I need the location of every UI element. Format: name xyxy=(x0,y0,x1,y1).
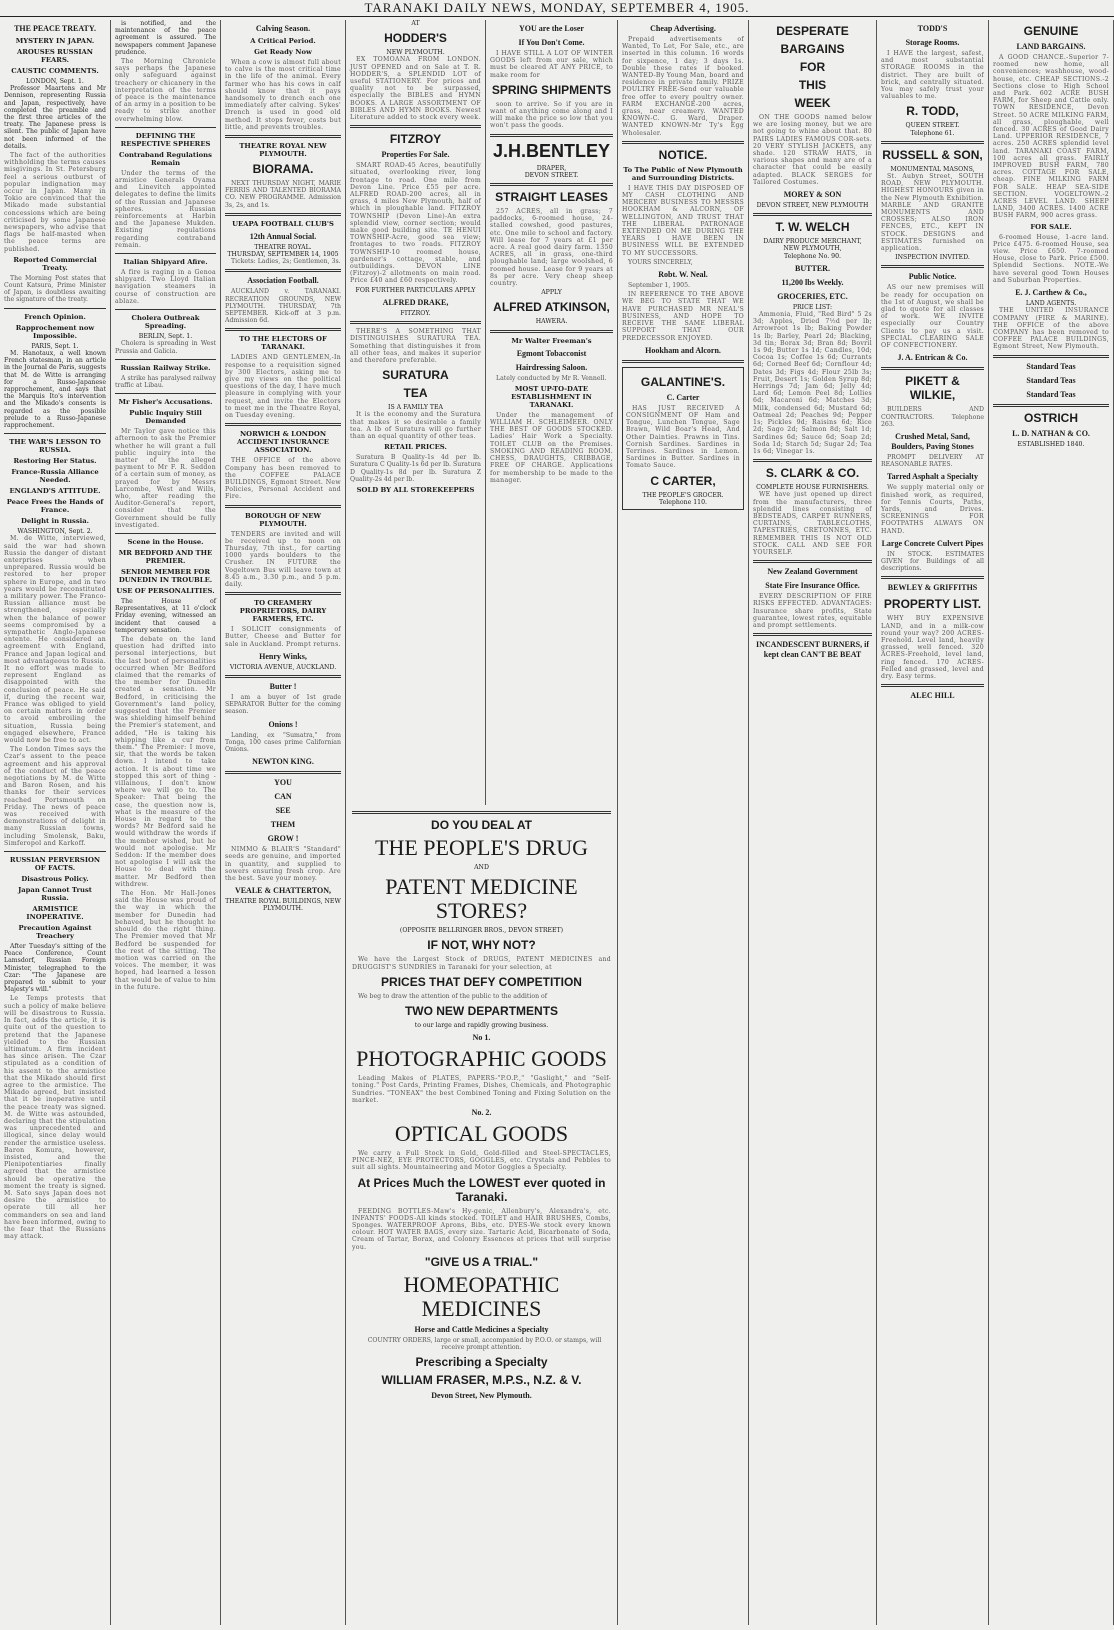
ad-title-spring: SPRING SHIPMENTS xyxy=(491,82,612,97)
ad-body: LADIES AND GENTLEMEN,-In response to a requisition signed by 300 Electors, asking me to give my views on the political questions of the day, I have much pleasure in complying with your request, and invite the Electors to meet me in the Theatre Royal, on Tuesday evening. xyxy=(225,354,341,420)
subhead: RUSSIAN PERVERSION OF FACTS. xyxy=(9,856,101,873)
ad-body: I HAVE the largest, safest, and most substantial STORAGE ROOMS in the district. They are built of brick, and centrally situated. You may safely trust your valuables to me. xyxy=(881,50,984,101)
subhead: MYSTERY IN JAPAN. xyxy=(15,37,95,45)
ad-invite: INSPECTION INVITED. xyxy=(895,254,970,262)
ad-give-trial: "GIVE US A TRIAL." xyxy=(424,1254,539,1269)
dateline: LONDON, Sept. 1. xyxy=(26,78,84,85)
ad-heading: Standard Teas xyxy=(1026,361,1076,371)
ad-trade: MONUMENTAL MASONS, xyxy=(890,165,975,173)
ad-body: FEEDING BOTTLES-Maw's Hy-genic, Allenbury's, Alexandra's, etc. INFANTS' FOODS-All kinds stocked. TOILET and HAIR BRUSHES, Combs, Sponges. WATERPROOF Aprons, Bibs, etc. DYES-We stock every known colour. HOT WATER BAGS, every size. Tartaric Acid, Bicarbonate of Soda, Cream of Tartar, Borax, and Colonry Essences at prices that will surprise you. xyxy=(352,1207,611,1251)
ad-body: I HAVE THIS DAY DISPOSED OF MY CASH CLOTHING AND MERCERY BUSINESS TO MESSRS HOOKHAM & ALCORN, OF WELLINGTON, AND TRUST THAT THE LIBERAL PATRONAGE EXTENDED ON ME DURING THE YEARS I HAVE BEEN IN BUSINESS WILL BE EXTENDED TO MY SUCCESSORS. xyxy=(622,184,744,257)
subhead: USE OF PERSONALITIES. xyxy=(116,586,215,595)
dateline: BERLIN, Sept. 1. xyxy=(138,333,193,341)
ad-heading: INCANDESCENT BURNERS, if kept clean CAN'T BE BEAT xyxy=(756,640,869,660)
ad-address: QUEEN STREET. xyxy=(905,122,960,130)
subhead: Japan Cannot Trust Russia. xyxy=(18,886,92,903)
article-body: is notified, and the maintenance of the peace agreement is assured. The newspapers comment Japanese prudence. xyxy=(115,20,216,56)
ad-body: Leading Makes of PLATES, PAPERS-"P.O.P.," "Gaslight," and "Self-toning." Post Cards, Printing Frames, Dishes, Chemicals, and Photographic Sundries. "TONEAX" the best Combined Toning and Fixing Solution on the market. xyxy=(352,1075,611,1104)
ad-grow-line: YOU xyxy=(274,778,292,788)
ad-trade: COMPLETE HOUSE FURNISHERS. xyxy=(756,484,869,492)
ad-address: HAWERA. xyxy=(535,318,568,326)
ad-subheading: RETAIL PRICES. xyxy=(384,443,447,452)
ad-subheading: TO THE ELECTORS OF TARANAKI. xyxy=(239,335,327,352)
subhead: Disastrous Policy. xyxy=(21,875,89,884)
ad-title-property-list: PROPERTY LIST. xyxy=(883,597,982,612)
ad-title-galantines: GALANTINE'S. xyxy=(640,374,726,389)
ad-heading: J. A. Entrican & Co. xyxy=(897,353,968,363)
ad-body: It is the economy and the Suratura that makes it so desirable a family tea. A lb of Suratura will go further than an equal quantity of other teas. xyxy=(350,411,481,440)
article-body-filler: The London Times says the Czar's assent to the peace agreement and his approval of the conduct of the peace negotiations by M. de Witte and Baron Rosen, and his thanks for their services reached Portsmouth on Friday. The news of peace was received with demonstrations of delight in many Russian towns, including Smolensk, Baku, Simferopol and Karkoff. xyxy=(4,746,106,847)
ad-trade: DAIRY PRODUCE MERCHANT, xyxy=(763,238,862,246)
ad-body: THE OFFICE of the above Company has been removed to the COFFEE PALACE BUILDINGS, Egmont Street. New Policies, Personal Accident and Fire. xyxy=(225,457,341,501)
ad-heading: Public Notice. xyxy=(908,272,957,282)
ad-title-week: WEEK xyxy=(794,96,831,110)
ad-heading: ALEC HILL xyxy=(910,691,955,701)
article-body: After Tuesday's sitting of the Peace Conference, Count Lamsdorf, Russian Foreign Minister, telegraphed to the Czar: "The Japanese are prepared to submit to your Majesty's will." xyxy=(4,943,106,994)
ad-body: We have the Largest Stock of DRUGS, PATENT MEDICINES and DRUGGIST'S SUNDRIES in Taranaki for your selection, at xyxy=(352,956,611,971)
ad-heading: Properties For Sale. xyxy=(381,150,450,160)
ad-body: ON THE GOODS named below we are losing money, but we are not going to whine about that. 80 PAIRS LADIES FAMOUS COR-sets. 20 VERY STYLISH JACKETS, any shade. 120 STRAW HATS, in various shapes and many are of a character that could be easily adapted. BLACK SERGES for Tailored Costumes. xyxy=(753,114,872,186)
ad-body: Prepaid advertisements of Wanted, To Let, For Sale, etc., are inserted in this column. 16 words for sixpence, 1 day; 3 days 1s. Double these rates if booked. WANTED-By Young Man, board and residence in private family. PRIZE POULTRY FREE-Send our valuable free offer to every poultry owner. FARM EXCHANGE-200 acres, grass, near creamery. WANTED KNOWN-C. G. Ward, Draper. WANTED KNOWN-Mr Ty's Egg Wholesaler. xyxy=(622,36,744,137)
ad-subheading: SOLD BY ALL STOREKEEPERS xyxy=(356,485,475,494)
subhead: Italian Shipyard Afire. xyxy=(123,258,208,267)
ad-title-fitzroy: FITZROY xyxy=(389,132,442,147)
ad-horse-cattle: Horse and Cattle Medicines a Specialty xyxy=(414,1324,549,1334)
ad-address: DEVON STREET. xyxy=(524,171,579,179)
ad-address: Devon Street, New Plymouth. xyxy=(431,1391,532,1401)
ad-trade: DRAPER, xyxy=(536,164,567,172)
article-body-filler: The Hon. Mr Hall-Jones said the House was proud of the way in which the member for Dunedin had behaved, but he thought he should do the right thing. The Premier moved that Mr Bedford be suspended for the rest of the sitting. The motion was carried on the voices. The member, it was hoped, had learned a lesson that would be of value to him in the future. xyxy=(115,890,216,991)
subhead: THE WAR'S LESSON TO RUSSIA. xyxy=(9,438,101,455)
subhead: ARMISTICE INOPERATIVE. xyxy=(26,905,84,922)
ad-heading: MOREY & SON xyxy=(783,190,842,200)
ad-title-welch: T. W. WELCH xyxy=(775,220,850,235)
ad-heading: Egmont Tobacconist xyxy=(516,348,587,358)
ad-body: HAS JUST RECEIVED A CONSIGNMENT OF Ham and Tongue, Lunchen Tongue, Sage Brawn, Wild Boar's Head, And Other Dainties. Prawns in Tins. Cornish Sardines. Sardines in Terrines. Sardines in Lemon. Sardines in Butter. Sardines in Tomato Sauce. xyxy=(626,404,740,470)
subhead: Scene in the House. xyxy=(127,537,204,546)
ad-title-this: THIS xyxy=(798,78,827,92)
ad-heading: Calving Season. xyxy=(255,24,311,33)
ad-apply: APPLY xyxy=(541,289,562,297)
ad-heading: BEWLEY & GRIFFITHS xyxy=(887,583,978,593)
ad-body: THERE'S A SOMETHING THAT DISTINGUISHES SURATURA TEA. Something that distinguishes it from all other teas, and makes it superior and therefore preferable. xyxy=(350,328,481,364)
ad-body: We supply material only or finished work, as required, for Tennis Courts, Paths, Yards, and Drives. SCREENINGS FOR FOOTPATHS ALWAYS ON HAND. xyxy=(881,484,984,535)
headline-peace-treaty: THE PEACE TREATY. xyxy=(14,24,96,33)
ad-heading: YOU are the Loser xyxy=(519,24,584,33)
ad-signature: Hookham and Alcorn. xyxy=(645,345,721,355)
subhead: Cholera Outbreak Spreading. xyxy=(131,314,200,331)
subhead: MR BEDFORD AND THE PREMIER. xyxy=(118,548,213,565)
ad-body: Ammonia, Fluid, "Red Bird" 5 2s 3d; Apples, Dried 7½d per lb; Arrowroot 1s lb; Baking Powder 1s lb; Barley, Pearl 2d; Blacking, 3d tin; Borax 3d; Bran 8d; Bovril 1s 9d; Butter 1s 1d; Candles, 10d; Cocoa 1s; Coffee 1s 6d; Currants 6d; Corned Beef 6d; Cornflour 4d; Dates 3d; Figs 4d; Flour 25lb 3s; Fruit, Desert 1s; Golden Syrup 8d; Herrings 7d; Jam 6d; Jelly 4d; Lard 6d; Lemon Peel 8d; Lollies 6d; Macaroni 6d; Matches 3d; Milk, condensed 6d; Mustard 6d; Oatmeal 2d; Peaches 9d; Pepper 1s; Pickles 9d; Raisins 6d; Rice 2d; Sago 2d; Salmon 8d; Salt 1d; Sardines 6d; Sauce 6d; Soap 2d; Soda 1d; Starch 5d; Sugar 2d; Tea 1s 6d; Vinegar 1s. xyxy=(753,311,872,455)
ad-subheading: MOST UP-TO-DATE ESTABLISHMENT IN TARANAKI. xyxy=(511,384,592,409)
ad-trade: THE PEOPLE'S GROCER. xyxy=(642,491,724,499)
ad-body: AS our new premises will be ready for occupation on the 1st of August, we shall be glad to quote for all classes of work. WE INVITE especially our Country Clients to pay us a visit. SPECIAL CLEARING SALE OF CONFECTIONERY. xyxy=(881,284,984,350)
ad-title-bentley: J.H.BENTLEY xyxy=(492,140,611,161)
subhead: France-Russia Alliance Needed. xyxy=(11,468,99,485)
ad-telephone: Telephone No. 90. xyxy=(783,252,842,260)
subhead: Peace Frees the Hands of France. xyxy=(6,498,104,515)
ad-tagline: IS A FAMILY TEA xyxy=(388,404,443,412)
ad-heading: Butter ! xyxy=(269,681,297,691)
dateline: WASHINGTON, Sept. 2. xyxy=(17,528,93,536)
ad-subheading: Mr Walter Freeman's xyxy=(511,336,592,345)
ad-title-biorama: BIORAMA. xyxy=(252,162,314,177)
ad-heading: Standard Teas xyxy=(1026,375,1076,385)
ad-body: When a cow is almost full about to calve is the most critical time in the life of the animal. Every farmer who has his cows in calf should know that it pays handsomely to drench each one immediately after calving. Sykes' Drench is used in good old method. It stops fever, costs but little, and prevents troubles. xyxy=(225,59,341,131)
ad-body: TENDERS are invited and will be received up to noon on Thursday, 7th inst., for carting 1000 yards boulders to the Crusher. IN FUTURE the Vogeltown Bus will leave town at 8.45 a.m., 3.30 p.m., and 5 p.m. daily. xyxy=(225,530,341,588)
article-body-filler: M. de Witte, interviewed, said the war had shown Russia the danger of distant enterprises when unprepared. Russia would be restored to her proper sphere in Europe, and in two years would be reconstituted a military power. The Franco-Russian alliance must be strengthened, especially when the balance of power seems compromised by a sympathetic Anglo-Japanese entente. He considered an agreement with England, France and Japan logical and most advantageous to Russia. It no effort was made to represent England as disappointed with the conclusion of peace. He said if, during the recent war, France was obliged to yield on certain matters in order to avoid embroiling the situation, Russia being engaged elsewhere, France would now be free to act. xyxy=(4,535,106,745)
ad-title-todd: R. TODD, xyxy=(906,104,959,119)
ad-subheading: FOR SALE. xyxy=(1030,222,1072,231)
ad-body: A GOOD CHANCE.-Superior 7-roomed new home, all conveniences; washhouse, wood-house, etc. CHEAP SECTIONS.-2 Sections close to High School and Park. 602 ACRE BUSH FARM, for Sheep and Cattle only. TOWN RESIDENCE, Devon Street. 50 ACRE MILKING FARM, all grass, ploughable, well fenced. 30 ACRES of Good Dairy Land. UPPERIOR RESIDENCE, 7 acres. 250 ACRES splendid level land. TARANAKI COAST FARM, 100 acres all grass. FAIRLY IMPROVED BUSH FARM, 780 acres. COTTAGE FOR SALE, cheap. FINE MILKING FARM FOR SALE. HEAP SEA-SIDE SECTION. VOGELTOWN.-2 ACRES LEVEL LAND. SHEEP LAND, 3400 ACRES. 1400 ACRE BUSH FARM, 900 acres grass. xyxy=(993,54,1109,220)
ad-price-heading: PRICE LIST: xyxy=(792,303,833,311)
ad-body: WHY BUY EXPENSIVE LAND, and in a milk-cow round your way? 200 ACRES-Freehold. Level land, heavily grassed, well fenced. 320 ACRES-Freehold, level land, ring fenced. 170 ACRES-Felled and grassed, level and dry. Easy terms. xyxy=(881,615,984,680)
article-body-filler: Mr Taylor gave notice this afternoon to ask the Premier whether he will grant a full public inquiry into the matter of the alleged payment to Mr F. R. Seddon of a certain sum of money, as prayed for by Messrs Larcombe, West and Wills, who, after reading the Auditor-General's report, consider that the Government should be fully investigated. xyxy=(115,428,216,529)
ad-heading: Cheap Advertising. xyxy=(650,24,716,33)
ad-body: BUILDERS AND CONTRACTORS. Telephone 263. xyxy=(881,406,984,428)
ad-body: WE have just opened up direct from the manufacturers, three splendid lines consisting of BEDSTEADS, CARPET RUNNERS, CURTAINS, TABLECLOTHS, TAPESTRIES, CRETONNES, ETC. REMEMBER THIS IS NOT OLD STOCK. CALL AND SEE FOR YOURSELF. xyxy=(753,491,872,556)
ad-heading: C. Carter xyxy=(666,392,700,402)
masthead: TARANAKI DAILY NEWS, MONDAY, SEPTEMBER 4, 1905. xyxy=(0,0,1114,17)
subhead: Mr Fisher's Accusations. xyxy=(118,398,213,407)
ad-and: AND xyxy=(474,864,489,871)
ad-heading: Onions ! xyxy=(268,719,298,729)
ad-heading: BUTTER. xyxy=(795,263,830,273)
ad-body: IN STOCK. ESTIMATES GIVEN for Buildings of all descriptions. xyxy=(881,550,984,573)
ad-prices: PRICES THAT DEFY COMPETITION xyxy=(381,974,582,989)
ad-title-russell: RUSSELL & SON, xyxy=(882,147,983,162)
ad-body: St. Aubyn Street, SOUTH ROAD, NEW PLYMOUTH. HIGHEST HONOURS given in the New Plymouth Exhibition. MARBLE AND GRANITE MONUMENTS AND CROSSES; ALSO IRON FENCES, ETC., KEPT IN STOCK. DESIGNS and ESTIMATES furnished on application. xyxy=(881,173,984,253)
subhead: French Opinion. xyxy=(24,312,86,321)
ad-heading: 11,200 lbs Weekly. xyxy=(781,277,844,287)
article-body-filler: The fact of the authorities withholding the terms causes misgivings. In St. Petersburg feel a serious outburst of popular indignation may occur in Japan. Many in Tokio are convinced that the Mikado made substantial concessions which are being criticised by some Japanese newspapers, who advise that flags be half-masted when the peace terms are published. xyxy=(4,152,106,253)
subhead: Precaution Against Treachery xyxy=(18,924,92,941)
ad-body: We carry a Full Stock in Gold, Gold-filled and Steel-SPECTACLES, PINCE-NEZ, EYE PROTECTORS, GOGGLES, etc. Crystals and Pebbles to suit all sights. Mountaineering and Motor Goggles a Specialty. xyxy=(352,1150,611,1172)
ad-deal-line: DO YOU DEAL AT xyxy=(431,818,532,832)
article-body-filler: The Morning Chronicle says perhaps the Japanese only safeguard against treachery or chicanery in the interpretation of the terms of peace is the maintenance of an army in a position to be ready to strike another overwhelming blow. xyxy=(115,58,216,123)
column-ads-7 xyxy=(749,20,877,1625)
ad-subheading: To The Public of New Plymouth and Surrounding Districts. xyxy=(623,165,743,182)
subhead: ENGLAND'S ATTITUDE. xyxy=(9,487,101,496)
column-ads-6 xyxy=(618,20,749,1625)
ad-body: YOURS SINCERELY, xyxy=(628,258,693,266)
ad-trade: LAND AGENTS. xyxy=(1025,300,1077,308)
ad-heading: TODD'S xyxy=(917,24,948,33)
ad-subheading: Get Ready Now xyxy=(254,48,312,56)
ad-body: EX TOMOANA FROM LONDON. JUST OPENED and on Sale at T. R. HODDER'S, a SPLENDID LOT of useful STATIONERY. For prices and quality not to be surpassed, especially the BIBLES and HYMN BOOKS. A LARGE ASSORTMENT OF BIBLES AND HYMN BOOKS. Newest Literature added to stock every week. xyxy=(350,56,481,122)
ad-title-bargains: BARGAINS xyxy=(780,42,845,56)
ad-date: September 1, 1905. xyxy=(628,282,691,290)
ad-lowest: At Prices Much the LOWEST ever quoted in Taranaki. xyxy=(357,1175,606,1204)
subhead: Contraband Regulations Remain xyxy=(119,150,212,167)
ad-body: I am a buyer of 1st grade SEPARATOR Butter for the coming season. xyxy=(225,693,341,716)
column-news-2 xyxy=(111,20,221,1625)
subhead: Restoring Her Status. xyxy=(13,457,97,466)
ad-heading: If You Don't Come. xyxy=(518,38,585,47)
ad-subheading: UEAPA FOOTBALL CLUB'S xyxy=(232,219,334,228)
ad-title-genuine: GENUINE xyxy=(1023,24,1079,38)
ad-grow-line: SEE xyxy=(275,806,291,816)
column-news-1 xyxy=(0,20,111,1625)
ad-body: PROMPT DELIVERY AT REASONABLE RATES. xyxy=(881,453,984,469)
ad-body: I SOLICIT consignments of Butter, Cheese and Butter for sale in Auckland. Prompt returns. xyxy=(225,626,341,648)
ad-address: THEATRE ROYAL BUILDINGS, NEW PLYMOUTH. xyxy=(225,898,341,913)
column-ads-8 xyxy=(877,20,989,1625)
ad-body: Suratura B Quality-1s 4d per lb. Suratura C Quality-1s 6d per lb. Suratura D Quality-1s 8d per lb. Suratura Z Quality-2s 4d per lb. xyxy=(350,454,481,483)
ad-telephone: Telephone 110. xyxy=(658,498,707,506)
ad-peoples-drug-store xyxy=(346,805,618,1625)
article-body: M. Hanotaux, a well known French statesman, in an article in the Journal de Paris, suggests that M. de Witte is arranging for a Russo-Japanese rapprochement, and says that the Marquis Ito's intervention and the Mikado's consents is regarded as the possible prelude to a Russo-Japanese rapprochement. xyxy=(4,349,106,429)
ad-body: NEXT THURSDAY NIGHT, MARIE FERRIS AND TALENTED BIORAMA CO. NEW PROGRAMME. Admission 3s, 2s, and 1s. xyxy=(225,180,341,209)
ad-body: NIMMO & BLAIR'S "Standard" seeds are genuine, and imported in quantity, and supplied to sowers ensuring fresh crop. Are the best. Save your money. xyxy=(225,846,341,882)
subhead: Delight in Russia. xyxy=(20,517,90,526)
article-body-filler: A strike has paralysed railway traffic at Libau. xyxy=(115,374,216,389)
ad-address: NEW PLYMOUTH. xyxy=(386,49,445,57)
subhead: Russian Railway Strike. xyxy=(120,363,211,372)
ad-grow-line: GROW ! xyxy=(267,834,299,844)
ad-body: AUCKLAND v. TARANAKI. RECREATION GROUNDS, NEW PLYMOUTH. THURSDAY, 7th SEPTEMBER. Kick-off at 3 p.m. Admission 6d. xyxy=(225,288,341,325)
subhead: AROUSES RUSSIAN FEARS. xyxy=(16,48,94,64)
column-ads-9 xyxy=(989,20,1114,1625)
dateline: PARIS, Sept. 1. xyxy=(31,342,79,350)
ad-title-desperate: DESPERATE xyxy=(776,24,849,38)
article-body-filler: Le Temps protests that such a policy of make believe will be disastrous to Russia. In fact, adds the article, it is quite out of the question to pretend that the Japanese yielded to the Russian ultimatum. A firm incident has since arisen. The Czar stipulated as a condition of his assent to the armistice that the Mikado should first agree to the armistice. The Mikado agreed, but insisted that it be inoperative until the peace treaty was signed. M. de Witte was astounded, declaring that the stipulation was unprecedented and illogical, since delay would render the armistice useless. Baron Komura, however, insisted, and the Plenipotentiaries finally agreed that the armistice should be operative the moment the treaty is signed. M. Sato says Japan does not desire the armistice to operate till all her commanders on sea and land have been informed, owing to the fear that the Russians may attack. xyxy=(4,995,106,1241)
ad-heading: ALFRED DRAKE, xyxy=(382,297,449,307)
ad-heading: Standard Teas xyxy=(1026,389,1076,399)
ad-heading: Hairdressing Saloon. xyxy=(515,362,588,372)
ad-no2: No. 2. xyxy=(471,1108,492,1118)
ad-body: COUNTRY ORDERS, large or small, accompanied by P.O.O. or stamps, will receive prompt attention. xyxy=(367,1336,602,1352)
ad-body: Tickets: Ladies, 2s; Gentlemen, 3s. xyxy=(231,258,341,266)
ad-venue: THEATRE ROYAL. xyxy=(254,243,312,251)
ad-body: Landing, ex "Sumatra," from Tonga, 100 cases prime Californian Onions. xyxy=(225,731,341,753)
ad-title-notice: NOTICE. xyxy=(658,147,708,162)
ad-heading: NEWTON KING. xyxy=(252,757,314,767)
ad-at: AT xyxy=(411,20,420,27)
ad-prescribing: Prescribing a Specialty xyxy=(415,1355,548,1370)
ad-title-suratura: SURATURA xyxy=(382,368,449,383)
ad-heading: Henry Winks, xyxy=(259,651,307,661)
ad-title-atkinson: ALFRED ATKINSON, xyxy=(493,300,610,315)
ad-heading: New Zealand Government xyxy=(767,567,858,577)
ad-title-patent-medicine: PATENT MEDICINE STORES? xyxy=(385,874,578,924)
ad-heading: LAND BARGAINS. xyxy=(1016,42,1086,51)
ad-title-straight-leases: STRAIGHT LEASES xyxy=(495,190,608,205)
ad-body: IN REFERENCE TO THE ABOVE WE BEG TO STATE THAT WE HAVE PURCHASED MR NEAL'S BUSINESS, AND HOPE TO RECEIVE THE SAME LIBERAL SUPPORT THAT OUR PREDECESSOR ENJOYED. xyxy=(622,291,744,342)
ad-title-for: FOR xyxy=(799,60,826,74)
ad-heading: GROCERIES, ETC. xyxy=(777,291,848,301)
ad-body: We beg to draw the attention of the public to the addition of xyxy=(358,992,548,1000)
ad-telephone: Telephone 61. xyxy=(910,129,955,137)
ad-body: 257 ACRES, all in grass; 7 paddocks, 6-roomed house, 24-stalled cowshed, good pastures, etc. One mile to school and factory. Will lease for 7 years at £1 per acre. A real good dairy farm. 1350 ACRES, all in grass, one-third ploughable land; large woolshed, 6 roomed house. Lease for 9 years at 8s per acre. Very cheap sheep country. xyxy=(490,208,613,288)
ad-heading: State Fire Insurance Office. xyxy=(765,581,860,591)
ad-subheading: TO CREAMERY PROPRIETORS, DAIRY FARMERS, ETC. xyxy=(239,599,327,624)
ad-body: EVERY DESCRIPTION OF FIRE RISKS EFFECTED. ADVANTAGES: Insurance share profits, State guarantee, lowest rates, equitable and prompt settlements. xyxy=(753,593,872,629)
ad-title-clark: S. CLARK & CO. xyxy=(765,466,860,481)
ad-fraser: WILLIAM FRASER, M.P.S., N.Z. & V. xyxy=(381,1373,582,1388)
subhead: SENIOR MEMBER FOR DUNEDIN IN TROUBLE. xyxy=(118,567,213,584)
ad-title-pikett: PIKETT & WILKIE, xyxy=(905,374,960,403)
column-ads-3 xyxy=(221,20,346,1625)
ad-body: to our large and rapidly growing business. xyxy=(414,1022,549,1030)
ad-heading: VEALE & CHATTERTON, xyxy=(234,886,332,896)
ad-subheading: THEATRE ROYAL NEW PLYMOUTH. xyxy=(239,142,327,159)
subhead: Rapprochement now Impossible. xyxy=(15,323,95,340)
article-body-filler: The debate on the land question had drifted into personal interjections, but the last bout of personalities occurred when Mr Bedford claimed that the remarks of the member for Dunedin created a sensation. Mr Bedford, in criticising the Government's land policy, suggested that the Premier was shielding himself behind the Premier's statement, and added, "He is taking his whipping like a cur from them." The Premier: I move, sir, that the words be taken down. I intend to take action. It is about time we stopped this sort of thing - villainous, I don't know where we will go to. The Speaker: That being the case, the question now is, what is the measure of the House in regard to the words? Mr Bedford said he would withdraw the words if the member wished, but he would not apologise. Mr Seddon: If the member does not apologise I will ask the House to deal with the matter. Mr Bedford then withdrew. xyxy=(115,635,216,888)
ad-address: NEW PLYMOUTH, xyxy=(783,245,842,253)
ad-two-departments: TWO NEW DEPARTMENTS xyxy=(404,1004,559,1019)
ad-heading: L. D. NATHAN & CO. xyxy=(1012,428,1090,438)
ad-title-optical: OPTICAL GOODS xyxy=(394,1121,569,1147)
ad-heading: 12th Annual Social. xyxy=(249,231,317,241)
ad-signature: Robt. W. Neal. xyxy=(658,270,708,280)
ad-no1: No 1. xyxy=(472,1033,491,1043)
article-body-filler: Cholera is spreading in West Prussia and Galicia. xyxy=(115,340,216,355)
ad-body: Lately conducted by Mr R. Vennell. xyxy=(496,374,607,382)
ad-if-not: IF NOT, WHY NOT? xyxy=(427,938,536,953)
ad-grow-line: CAN xyxy=(274,792,292,802)
article-body: The House of Representatives, at 11 o'clock Friday evening, witnessed an incident that caused a temporary sensation. xyxy=(115,597,216,634)
ad-date: THURSDAY, SEPTEMBER 14, 1905 xyxy=(227,251,339,259)
ad-heading: E. J. Carthew & Co., xyxy=(1015,288,1087,298)
ad-title-peoples-drug: THE PEOPLE'S DRUG xyxy=(375,835,588,860)
ad-address: VICTORIA AVENUE, AUCKLAND. xyxy=(229,663,337,671)
ad-body: SMART ROAD-45 Acres, beautifully situated, overlooking river, long frontage to road. One mile from Devon Line. Price £55 per acre. ALFRED ROAD-200 acres, all in grass, 4 miles New Plymouth, half of which in ploughable land. FITZROY TOWNSHIP (Devon Line)-An extra splendid view, corner section; would make good building site. TE HENUI TOWNSHIP-Acre, good sea view; frontages to two roads. FITZROY TOWNSHIP-10 roomed house, gardener's cottage, stable, and outbuildings. DEVON LINE (Fitzroy)-2 allotments on main road. Price £40 and £60 respectively. xyxy=(350,162,481,285)
ad-title-homeopathic: HOMEOPATHIC MEDICINES xyxy=(403,1271,560,1321)
subhead: Public Inquiry Still Demanded xyxy=(129,409,202,426)
ad-heading: Storage Rooms. xyxy=(905,38,960,47)
subhead: CAUSTIC COMMENTS. xyxy=(11,67,99,75)
ad-grow-line: THEM xyxy=(270,820,296,830)
ad-box-galantines xyxy=(622,367,744,510)
ad-subheading: BOROUGH OF NEW PLYMOUTH. xyxy=(244,511,322,528)
ad-address: DEVON STREET, NEW PLYMOUTH xyxy=(756,202,869,210)
article-body-filler: The Morning Post states that Count Katsura, Prime Minister of Japan, is doubtless awaiting the signature of the treaty. xyxy=(4,274,106,304)
ad-body: Under the management of WILLIAM H. SCHLEIMEER. ONLY THE BEST OF GOODS STOCKED. Ladies' Hair Work a Specialty. TOILET CLUB on the Premises. SMOKING AND READING ROOM. CHESS, DRAUGHTS, CRIBBAGE, FREE OF CHARGE. Applications for membership to be made to the manager. xyxy=(490,411,613,484)
ad-body: I HAVE STILL A LOT OF WINTER GOODS left from our sale, which must be cleared AT ANY PRICE, to make room for xyxy=(490,50,613,79)
ad-title-carter: C CARTER, xyxy=(650,473,716,488)
ad-heading: Crushed Metal, Sand, Boulders, Paving Stones xyxy=(891,431,974,451)
ad-title-photographic: PHOTOGRAPHIC GOODS xyxy=(356,1046,607,1072)
ad-body: 6-roomed House, 1-acre land. Price £475. 6-roomed House, sea view. Price £650. 7-roomed House, close to Park. Price £500. Splendid Sections. NOTE.-We have several good Town Houses and Suburban Properties. xyxy=(993,233,1109,284)
ad-body: THE UNITED INSURANCE COMPANY (FIRE & MARINE). THE OFFICE of the above COMPANY has been removed to COFFEE PALACE BUILDINGS, Egmont Street, New Plymouth. xyxy=(993,307,1109,351)
article-body-filler: Under the terms of the armistice Generals Oyama and Linevitch appointed delegates to define the limits of the Russian and Japanese spheres. Russian reinforcements at Harbin and the Japanese Mukden. Existing regulations regarding contraband remain. xyxy=(115,169,216,249)
ad-heading: Association Football. xyxy=(247,276,319,286)
article-body-filler: A fire is raging in a Genoa shipyard. Two Lloyd Italian navigation steamers in course of construction are ablaze. xyxy=(115,269,216,305)
ad-address: FITZROY. xyxy=(400,309,431,317)
ad-title-ostrich: OSTRICH xyxy=(1024,410,1078,425)
ad-title-tea: TEA xyxy=(403,386,428,401)
ad-address: (OPPOSITE BELLRINGER BROS., DEVON STREET) xyxy=(399,927,564,935)
ad-subheading: NORWICH & LONDON ACCIDENT INSURANCE ASSOCIATION. xyxy=(237,430,329,455)
ad-title-hodders: HODDER'S xyxy=(384,31,447,46)
subhead: DEFINING THE RESPECTIVE SPHERES xyxy=(120,131,211,148)
article-body: Professor Maartens and Mr Dennison, representing Russia and Japan, respectively, have completed the preamble and the first three articles of the treaty. The Japanese press is silent. The public of Japan have not been informed of the details. xyxy=(4,85,106,150)
ad-established: ESTABLISHED 1840. xyxy=(1017,440,1085,448)
ad-body: soon to arrive. So if you are in want of anything come along and I will make the price so low that you won't pass the goods. xyxy=(490,100,613,130)
ad-heading: Tarred Asphalt a Specialty xyxy=(887,472,978,482)
subhead: Reported Commercial Treaty. xyxy=(13,255,97,272)
ad-heading: Large Concrete Culvert Pipes xyxy=(881,538,984,548)
ad-apply: FOR FURTHER PARTICULARS APPLY xyxy=(355,286,476,294)
ad-subheading: A Critical Period. xyxy=(250,37,316,45)
